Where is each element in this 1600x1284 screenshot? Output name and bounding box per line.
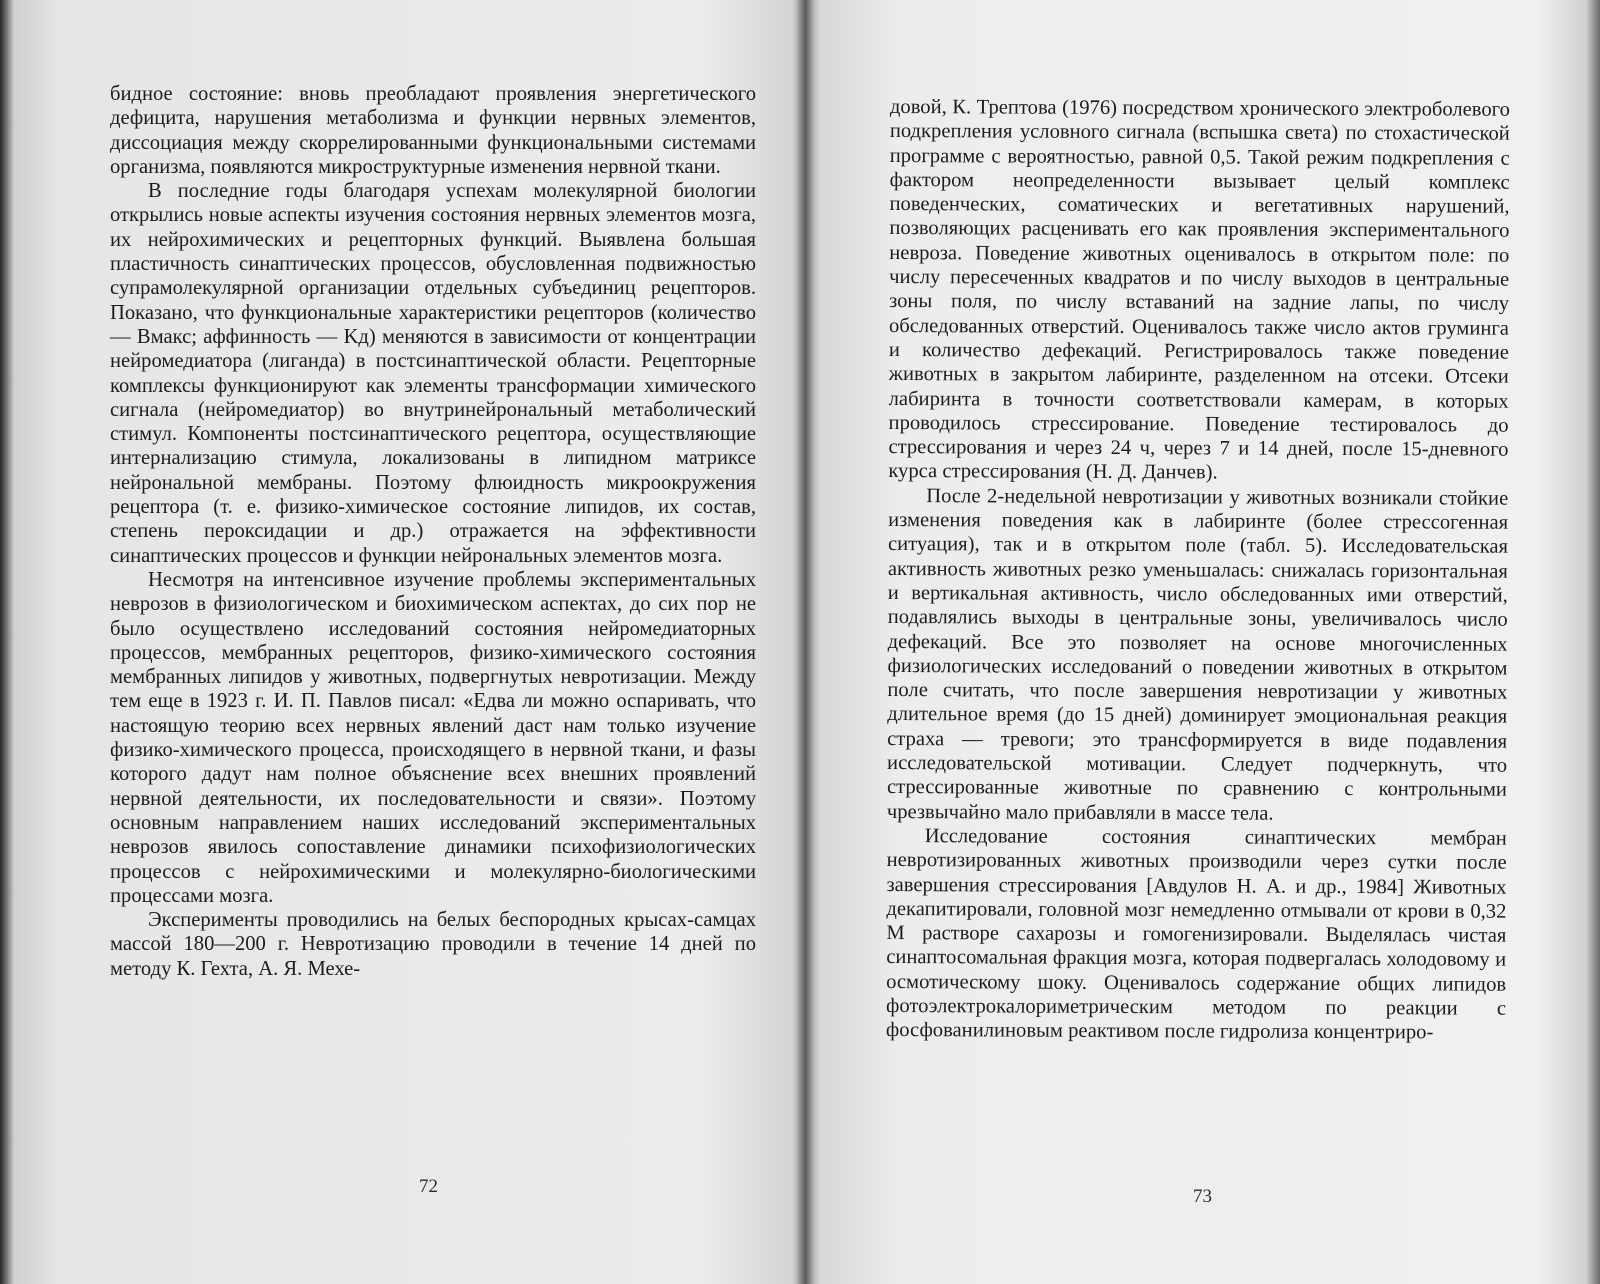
right-page [812, 0, 1600, 1284]
left-page-text [110, 82, 756, 981]
right-page-text [886, 95, 1510, 1045]
page-number: 72 [419, 1176, 438, 1197]
paragraph: После 2-недельной невротизации у животных возникали стойкие изменения поведения как в лабиринте (более стрессогенная ситуация), так и в открытом поле (табл. 5). Исследовательская активность животных резко уменьшалась: снижалась горизонтальная и вертикальная активность, число обследованных ими отверстий, подавлялись выходы в центральные зоны, увеличивалось число дефекаций. Все это позволяет на основе многочисленных физиологических исследований о поведении животных в открытом поле считать, что после завершения невротизации у животных длительное время (до 15 дней) доминирует эмоциональная реакция страха — тревоги; это трансформируется в виде подавления исследовательской мотивации. Следует подчеркнуть, что стрессированные животные по сравнению с контрольными чрезвычайно мало прибавляли в массе тела. [886, 484, 1509, 825]
paragraph: бидное состояние: вновь преобладают проявления энергетического дефицита, нарушения метаболизма и функции нервных элементов, диссоциация между скоррелированными функциональными системами организма, появляются микроструктурные изменения нервной ткани. [110, 83, 756, 178]
paragraph: В последние годы благодаря успехам молекулярной биологии открылись новые аспекты изучения состояния нервных элементов мозга, их нейрохимических и рецепторных функций. Выявлена большая пластичность синаптических процессов, обусловленная подвижностью супрамолекулярной организации отдельных субъединиц рецепторов. Показано, что функциональные характеристики рецепторов (количество — Bмакс; аффинность — Kд) меняются в зависимости от концентрации нейромедиатора (лиганда) в постсинаптической области. Рецепторные комплексы функционируют как элементы трансформации химического сигнала (нейромедиатор) во внутринейрональный метаболический стимул. Компоненты постсинаптического рецептора, осуществляющие интернализацию стимула, локализованы в липидном матриксе нейрональной мембраны. Поэтому флюидность микроокружения рецептора (т. е. физико-химическое состояние липидов, их состав, степень пероксидации и др.) отражается на эффективности синаптических процессов и функции нейрональных элементов мозга. [110, 180, 756, 567]
paragraph: Исследование состояния синаптических мембран невротизированных животных производили через сутки после завершения стрессирования [Авдулов Н. А. и др., 1984] Животных декапитировали, головной мозг немедленно отмывали от крови в 0,32 М растворе сахарозы и гомогенизировали. Выделялась чистая синаптосомальная фракция мозга, которая подвергалась холодовому и осмотическому шоку. Оценивалось содержание общих липидов фотоэлектрокалориметрическим методом по реакции с фосфованилиновым реактивом после гидролиза концентриро- [885, 825, 1507, 1044]
page-number: 73 [1193, 1186, 1212, 1207]
paragraph: Эксперименты проводились на белых беспородных крысах-самцах массой 180—200 г. Невротизацию проводили в течение 14 дней по методу К. Гехта, А. Я. Мехе- [110, 909, 756, 980]
paragraph: довой, К. Трептова (1976) посредством хронического электроболевого подкрепления условного сигнала (вспышка света) по стохастической программе с вероятностью, равной 0,5. Такой режим подкрепления с фактором неопределенности вызывает целый комплекс поведенческих, соматических и вегетативных нарушений, позволяющих расценивать его как проявления экспериментального невроза. Поведение животных оценивалось в открытом поле: по числу пересеченных квадратов и по числу выходов в центральные зоны поля, по числу вставаний на задние лапы, по числу обследованных отверстий. Оценивалось также число актов груминга и количество дефекаций. Регистрировалось также поведение животных в закрытом лабиринте, разделенном на отсеки. Отсеки лабиринта в точности соответствовали камерам, в которых проводилось стрессирование. Поведение тестировалось до стрессирования и через 24 ч, через 7 и 14 дней, после 15-дневного курса стрессирования (Н. Д. Данчев). [888, 95, 1510, 484]
paragraph: Несмотря на интенсивное изучение проблемы экспериментальных неврозов в физиологическом и биохимическом аспектах, до сих пор не было осуществлено исследований состояния нейромедиаторных процессов, мембранных рецепторов, физико-химического состояния мембранных липидов у животных, подвергнутых невротизации. Между тем еще в 1923 г. И. П. Павлов писал: «Едва ли можно оспаривать, что настоящую теорию всех нервных явлений даст нам только изучение физико-химического процесса, происходящего в нервной ткани, и фазы которого дадут нам полное объяснение всех внешних проявлений нервной деятельности, их последовательности и связи». Поэтому основным направлением наших исследований экспериментальных неврозов явилось сопоставление динамики психофизиологических процессов с нейрохимическими и молекулярно-биологическими процессами мозга. [110, 568, 756, 907]
